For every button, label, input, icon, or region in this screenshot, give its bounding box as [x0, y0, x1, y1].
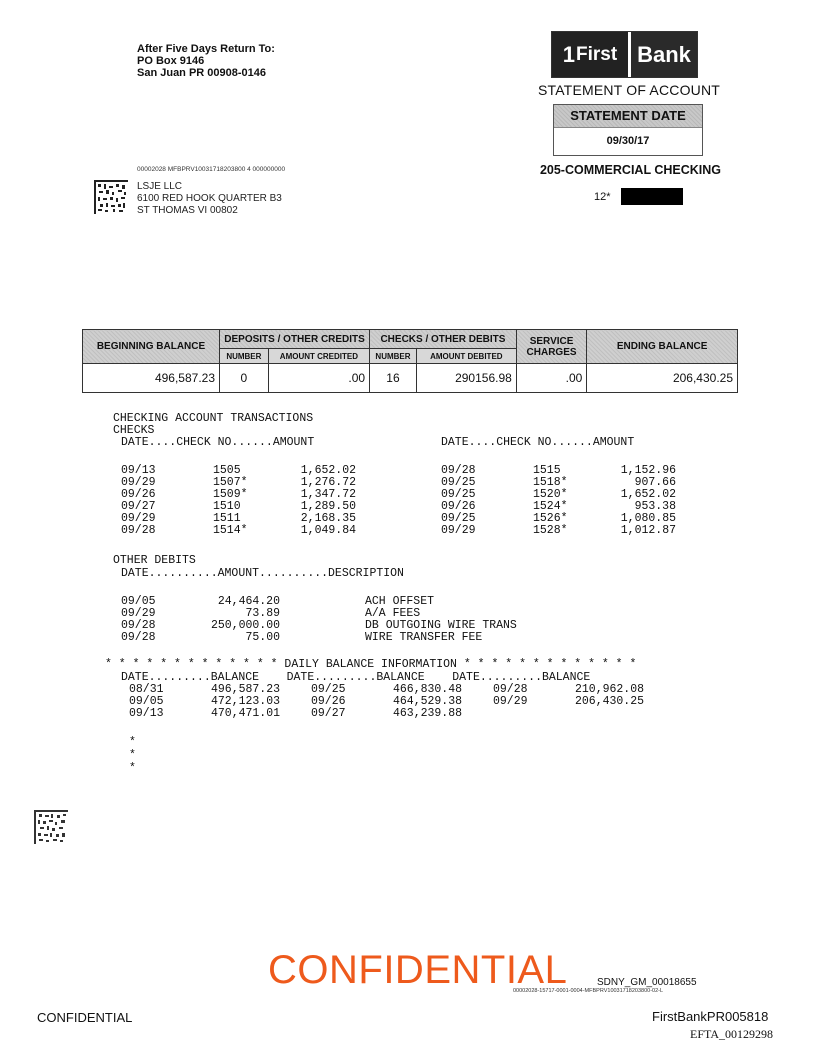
check-row: 09/27 [121, 500, 156, 513]
header-number: NUMBER [220, 349, 269, 364]
value-amount-credited: .00 [268, 364, 369, 393]
debit-date: 09/05 [121, 595, 156, 608]
daily-balance-header: DATE.........BALANCE DATE.........BALANCE DATE.........BALANCE [121, 671, 591, 684]
daily-balance-banner: * * * * * * * * * * * * * DAILY BALANCE INFORMATION * * * * * * * * * * * * * [105, 658, 637, 671]
header-ending-balance: ENDING BALANCE [587, 330, 738, 364]
return-line1: PO Box 9146 [137, 55, 205, 67]
logo-first: First [576, 43, 618, 65]
check-row: 09/28 [441, 464, 476, 477]
efta-number: EFTA_00129298 [690, 1027, 774, 1041]
sdny-id: SDNY_GM_00018655 [597, 977, 697, 988]
return-line2: San Juan PR 00908-0146 [137, 67, 267, 79]
mailing-meta-line: 00002028 MFBPRV10031718203800 4 000000000 [137, 166, 286, 173]
debit-description: ACH OFFSET [365, 595, 435, 608]
checks-header-left: DATE....CHECK NO......AMOUNT [121, 436, 315, 449]
confidential-stamp: CONFIDENTIAL [268, 948, 568, 992]
balance-amount: 472,123.03 [210, 695, 280, 708]
check-amount: 1,049.84 [300, 524, 356, 537]
check-row: 09/25 [441, 476, 476, 489]
check-number: 1515 [533, 464, 561, 477]
balance-date: 08/31 [129, 683, 164, 696]
debit-amount: 73.89 [245, 607, 280, 620]
statement-title: STATEMENT OF ACCOUNT [537, 82, 721, 98]
debit-description: A/A FEES [365, 607, 421, 620]
tiny-code: 00002028-15717-0001-0004-MFBPRV10031718203800-02-L [513, 988, 664, 994]
header-deposits: DEPOSITS / OTHER CREDITS [220, 330, 370, 349]
check-row: 09/25 [441, 488, 476, 501]
value-checks-number: 16 [370, 364, 417, 393]
value-amount-debited: 290156.98 [416, 364, 516, 393]
statement-date-label: STATEMENT DATE [554, 105, 702, 128]
statement-date-box [553, 104, 703, 156]
check-amount: 953.38 [634, 500, 676, 513]
debit-amount: 24,464.20 [217, 595, 280, 608]
header-number-2: NUMBER [370, 349, 417, 364]
check-row: 09/29 [121, 476, 156, 489]
confidential-label: CONFIDENTIAL [37, 1010, 133, 1025]
check-number: 1507* [213, 476, 248, 489]
account-type: 205-COMMERCIAL CHECKING [539, 163, 721, 177]
check-row: 09/29 [441, 524, 476, 537]
bates-number: FirstBankPR005818 [652, 1009, 769, 1024]
header-amount-credited: AMOUNT CREDITED [268, 349, 369, 364]
balance-amount: 470,471.01 [210, 707, 280, 720]
check-amount: 1,652.02 [620, 488, 676, 501]
balance-amount: 464,529.38 [392, 695, 462, 708]
return-address [137, 43, 275, 79]
balance-date: 09/29 [493, 695, 528, 708]
header-beginning-balance: BEGINNING BALANCE [83, 330, 220, 364]
value-beginning-balance: 496,587.23 [83, 364, 220, 393]
balance-date: 09/27 [311, 707, 346, 720]
check-amount: 1,289.50 [300, 500, 356, 513]
check-row: 09/25 [441, 512, 476, 525]
debit-date: 09/28 [121, 631, 156, 644]
check-number: 1505 [213, 464, 241, 477]
mailing-street: 6100 RED HOOK QUARTER B3 [137, 193, 282, 204]
mailing-address [137, 181, 282, 217]
debit-amount: 250,000.00 [210, 619, 280, 632]
check-number: 1518* [533, 476, 568, 489]
debit-description: DB OUTGOING WIRE TRANS [365, 619, 517, 632]
check-amount: 1,080.85 [620, 512, 676, 525]
debit-date: 09/28 [121, 619, 156, 632]
debit-amount: 75.00 [245, 631, 280, 644]
header-checks: CHECKS / OTHER DEBITS [370, 330, 517, 349]
header-service-charges: SERVICE CHARGES [516, 330, 587, 364]
balance-date: 09/05 [129, 695, 164, 708]
statement-date-value: 09/30/17 [606, 135, 650, 147]
balance-amount: 496,587.23 [210, 683, 280, 696]
balance-date: 09/26 [311, 695, 346, 708]
balance-date: 09/25 [311, 683, 346, 696]
checks-title: CHECKS [113, 424, 155, 437]
check-amount: 907.66 [634, 476, 676, 489]
check-row: 09/13 [121, 464, 156, 477]
debit-date: 09/29 [121, 607, 156, 620]
check-amount: 1,152.96 [620, 464, 676, 477]
check-number: 1524* [533, 500, 568, 513]
check-number: 1510 [213, 500, 241, 513]
section-title: CHECKING ACCOUNT TRANSACTIONS [113, 412, 314, 425]
check-amount: 1,347.72 [300, 488, 356, 501]
mailing-name: LSJE LLC [137, 181, 183, 192]
check-number: 1511 [213, 512, 241, 525]
mailing-city: ST THOMAS VI 00802 [137, 205, 238, 216]
value-service-charges: .00 [516, 364, 587, 393]
account-summary-table [82, 329, 738, 393]
check-row: 09/26 [121, 488, 156, 501]
check-number: 1509* [213, 488, 248, 501]
other-debits-header: DATE..........AMOUNT..........DESCRIPTION [121, 567, 404, 580]
barcode-2d-icon [94, 180, 128, 214]
firstbank-logo [551, 31, 698, 78]
balance-amount: 206,430.25 [574, 695, 644, 708]
check-number: 1528* [533, 524, 568, 537]
checks-header-right: DATE....CHECK NO......AMOUNT [441, 436, 635, 449]
redaction-box [621, 188, 683, 205]
logo-bank: Bank [628, 32, 697, 77]
return-heading: After Five Days Return To: [137, 43, 275, 55]
balance-amount: 466,830.48 [392, 683, 462, 696]
check-amount: 2,168.35 [300, 512, 356, 525]
check-amount: 1,276.72 [300, 476, 356, 489]
value-deposits-number: 0 [220, 364, 269, 393]
other-debits-title: OTHER DEBITS [113, 554, 196, 567]
check-row: 09/26 [441, 500, 476, 513]
balance-amount: 210,962.08 [574, 683, 644, 696]
value-ending-balance: 206,430.25 [587, 364, 738, 393]
check-number: 1526* [533, 512, 568, 525]
asterisk-line: * [129, 762, 136, 775]
debit-description: WIRE TRANSFER FEE [365, 631, 483, 644]
check-amount: 1,012.87 [620, 524, 676, 537]
check-amount: 1,652.02 [300, 464, 356, 477]
check-number: 1514* [213, 524, 248, 537]
check-row: 09/29 [121, 512, 156, 525]
balance-amount: 463,239.88 [392, 707, 462, 720]
header-amount-debited: AMOUNT DEBITED [416, 349, 516, 364]
asterisk-line: * [129, 736, 136, 749]
check-row: 09/28 [121, 524, 156, 537]
check-number: 1520* [533, 488, 568, 501]
logo-prefix: 1 [562, 41, 576, 67]
barcode-2d-icon [34, 810, 68, 844]
balance-date: 09/13 [129, 707, 164, 720]
asterisk-line: * [129, 749, 136, 762]
balance-date: 09/28 [493, 683, 528, 696]
account-number-prefix: 12* [594, 191, 611, 203]
